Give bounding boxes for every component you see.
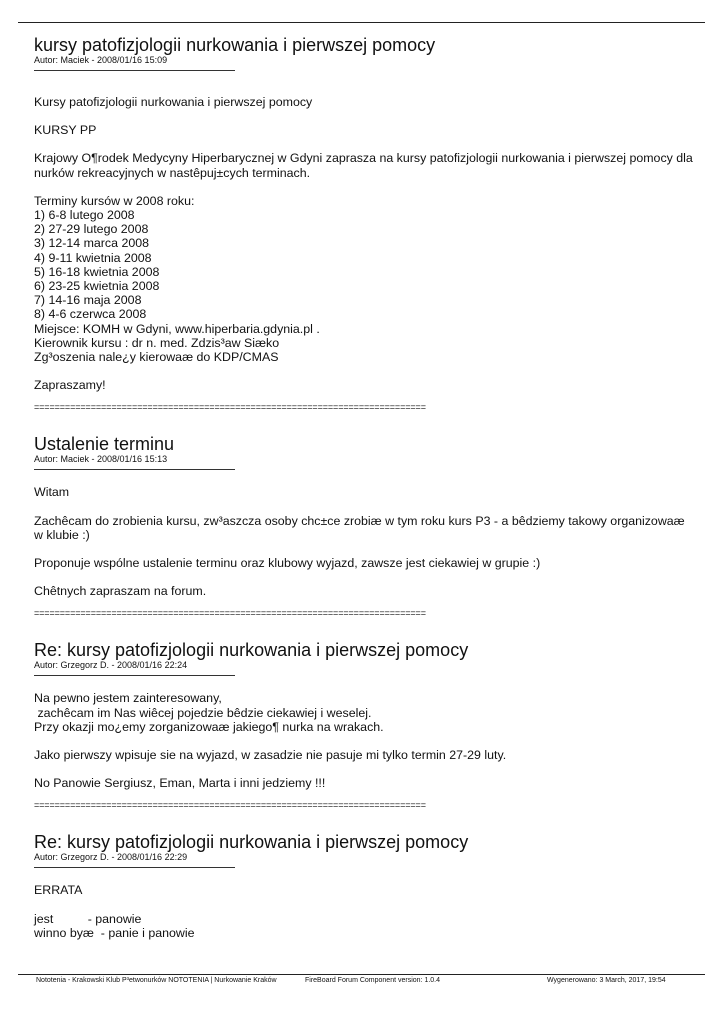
post-paragraph: Chêtnych zapraszam na forum.: [34, 584, 207, 599]
post-paragraph: [34, 912, 694, 940]
author-divider: [34, 675, 235, 676]
post-separator: ============================================================================: [34, 800, 426, 811]
list-line: 4) 9-11 kwietnia 2008: [34, 250, 152, 265]
post-paragraph: No Panowie Sergiusz, Eman, Marta i inni jedziemy !!!: [34, 776, 326, 791]
post-author: Autor: Maciek - 2008/01/16 15:13: [34, 454, 168, 465]
post-paragraph: Kursy patofizjologii nurkowania i pierwszej pomocy: [34, 95, 313, 109]
footer-generated: Wygenerowano: 3 March, 2017, 19:54: [547, 977, 666, 984]
list-line: 1) 6-8 lutego 2008: [34, 208, 135, 223]
list-line: 2) 27-29 lutego 2008: [34, 222, 149, 237]
list-line: 3) 12-14 marca 2008: [34, 236, 150, 251]
list-line: 5) 16-18 kwietnia 2008: [34, 264, 160, 279]
post-title: Ustalenie terminu: [34, 434, 175, 455]
post-separator: ============================================================================: [34, 402, 426, 413]
post: [34, 641, 694, 810]
post-title: kursy patofizjologii nurkowania i pierwszej pomocy: [34, 35, 436, 55]
post-paragraph: KURSY PP: [34, 123, 97, 138]
post-paragraph: Zapraszamy!: [34, 378, 106, 393]
list-line: Zg³oszenia nale¿y kierowaæ do KDP/CMAS: [34, 350, 279, 365]
post-paragraph: [34, 691, 694, 734]
post-title: Re: kursy patofizjologii nurkowania i pierwszej pomocy: [34, 832, 469, 853]
post: [34, 36, 694, 412]
author-divider: [34, 469, 235, 470]
author-divider: [34, 867, 235, 868]
post-author: Autor: Grzegorz D. - 2008/01/16 22:29: [34, 852, 188, 863]
list-line: 6) 23-25 kwietnia 2008: [34, 279, 160, 294]
list-line: 8) 4-6 czerwca 2008: [34, 307, 147, 322]
post-paragraph: Witam: [34, 485, 70, 500]
post: [34, 435, 694, 618]
post-paragraph: Proponuje wspólne ustalenie terminu oraz klubowy wyjazd, zawsze jest ciekawiej w grupie :): [34, 556, 541, 571]
post-title: Re: kursy patofizjologii nurkowania i pierwszej pomocy: [34, 640, 469, 661]
schedule-list: [34, 194, 694, 364]
text-line: Na pewno jestem zainteresowany,: [34, 691, 222, 706]
post-paragraph: Zachêcam do zrobienia kursu, zw³aszcza osoby chc±ce zrobiæ w tym roku kurs P3 - a bêdziemy takowy organizowaæ w klubie :): [34, 513, 685, 542]
footer-site: Nototenia - Krakowski Klub P³etwonurków NOTOTENIA | Nurkowanie Kraków: [36, 977, 277, 984]
post-list: [34, 36, 694, 940]
post-paragraph: ERRATA: [34, 883, 83, 898]
post-paragraph: Jako pierwszy wpisuje sie na wyjazd, w zasadzie nie pasuje mi tylko termin 27-29 luty.: [34, 748, 507, 763]
footer-component: FireBoard Forum Component version: 1.0.4: [305, 977, 441, 984]
list-line: 7) 14-16 maja 2008: [34, 293, 142, 308]
top-rule: [18, 22, 705, 23]
post-paragraph: Krajowy O¶rodek Medycyny Hiperbarycznej w Gdyni zaprasza na kursy patofizjologii nurkowania i pierwszej pomocy dla nurków rekreacyjnych w nastêpuj±cych terminach.: [34, 151, 693, 180]
text-line: jest - panowie: [34, 911, 142, 926]
footer-rule: [18, 974, 705, 975]
post: [34, 833, 694, 940]
text-line: Przy okazji mo¿emy zorganizowaæ jakiego¶ nurka na wrakach.: [34, 719, 384, 734]
post-author: Autor: Maciek - 2008/01/16 15:09: [34, 55, 168, 65]
text-line: zachêcam im Nas wiêcej pojedzie bêdzie ciekawiej i weselej.: [34, 705, 372, 720]
list-line: Miejsce: KOMH w Gdyni, www.hiperbaria.gdynia.pl .: [34, 321, 320, 336]
author-divider: [34, 70, 235, 71]
list-line: Terminy kursów w 2008 roku:: [34, 193, 195, 208]
post-separator: ============================================================================: [34, 608, 426, 619]
list-line: Kierownik kursu : dr n. med. Zdzis³aw Siæko: [34, 335, 280, 350]
text-line: winno byæ - panie i panowie: [34, 925, 195, 940]
post-author: Autor: Grzegorz D. - 2008/01/16 22:24: [34, 660, 188, 671]
